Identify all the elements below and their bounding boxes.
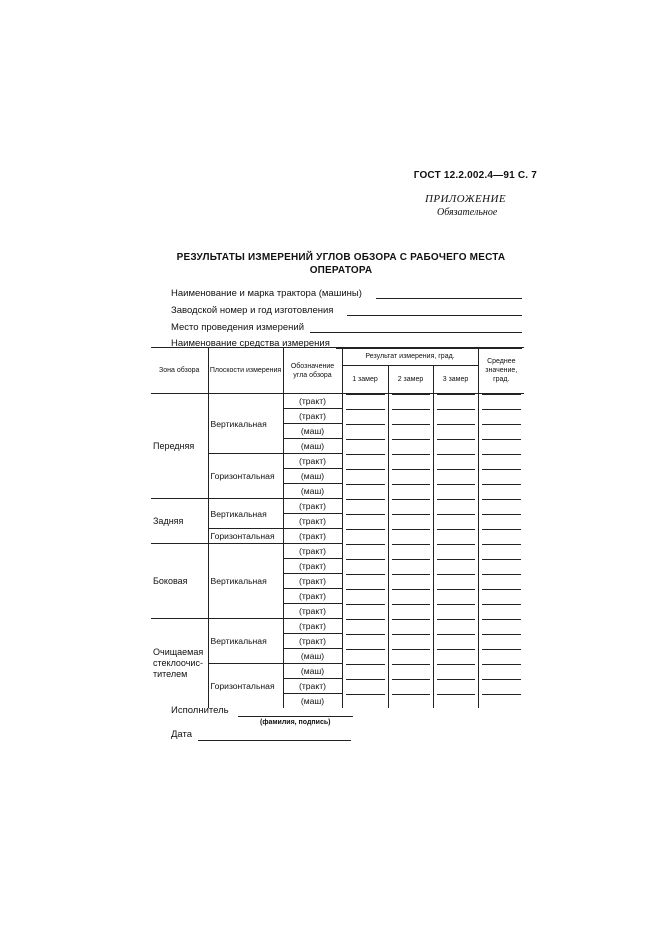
fill-line [482, 574, 522, 575]
date-label: Дата [171, 729, 193, 740]
fill-line [392, 664, 430, 665]
designation-cell: (маш) [283, 424, 342, 439]
fill-line [392, 649, 430, 650]
measurement-cell[interactable] [433, 469, 478, 484]
designation-cell: (тракт) [283, 454, 342, 469]
appendix-status: Обязательное [437, 207, 498, 218]
average-cell[interactable] [478, 634, 524, 649]
field-label: Заводской номер и год изготовления [171, 305, 334, 316]
fill-line [437, 424, 475, 425]
measurement-cell[interactable] [342, 409, 388, 424]
measurement-cell[interactable] [388, 394, 433, 409]
measurement-cell[interactable] [388, 559, 433, 574]
designation-cell: (тракт) [283, 499, 342, 514]
average-cell[interactable] [478, 514, 524, 529]
measurement-cell[interactable] [342, 424, 388, 439]
fill-line [437, 439, 475, 440]
fill-line [346, 574, 385, 575]
fill-line [392, 469, 430, 470]
measurement-cell[interactable] [388, 424, 433, 439]
fill-line [392, 694, 430, 695]
executor-signature-line[interactable] [238, 716, 353, 717]
fill-line [482, 559, 522, 560]
measurement-cell[interactable] [342, 544, 388, 559]
average-cell[interactable] [478, 589, 524, 604]
field-tractor-name [171, 285, 522, 299]
fill-line [346, 559, 385, 560]
measurement-cell[interactable] [342, 664, 388, 679]
measurement-cell[interactable] [433, 514, 478, 529]
measurement-cell[interactable] [388, 664, 433, 679]
field-serial-year [171, 302, 522, 316]
measurement-cell[interactable] [433, 604, 478, 619]
average-cell[interactable] [478, 619, 524, 634]
measurement-cell[interactable] [342, 604, 388, 619]
measurement-cell[interactable] [388, 529, 433, 544]
average-cell[interactable] [478, 454, 524, 469]
average-cell[interactable] [478, 439, 524, 454]
plane-cell: Вертикальная [208, 394, 283, 454]
fill-line [392, 514, 430, 515]
header-designation: Обозначение угла обзора [283, 348, 342, 394]
measurement-cell[interactable] [342, 694, 388, 709]
date-line[interactable] [198, 740, 351, 741]
plane-cell: Вертикальная [208, 499, 283, 529]
measurement-cell[interactable] [433, 649, 478, 664]
fill-line [437, 664, 475, 665]
document-title [150, 251, 532, 277]
designation-cell: (маш) [283, 439, 342, 454]
average-cell[interactable] [478, 604, 524, 619]
fill-line [346, 679, 385, 680]
field-label: Место проведения измерений [171, 322, 305, 333]
designation-cell: (тракт) [283, 574, 342, 589]
fill-line [346, 649, 385, 650]
designation-cell: (маш) [283, 649, 342, 664]
fill-line [482, 394, 522, 395]
measurement-cell[interactable] [433, 664, 478, 679]
fill-line [482, 439, 522, 440]
measurement-cell[interactable] [433, 499, 478, 514]
measurement-cell[interactable] [433, 619, 478, 634]
average-cell[interactable] [478, 484, 524, 499]
average-cell[interactable] [478, 499, 524, 514]
fill-line [482, 544, 522, 545]
fill-line [437, 529, 475, 530]
measurement-cell[interactable] [342, 394, 388, 409]
measurement-cell[interactable] [433, 424, 478, 439]
fill-line [392, 529, 430, 530]
fill-line [437, 484, 475, 485]
header-measure-3: 3 замер [433, 366, 478, 394]
average-cell[interactable] [478, 409, 524, 424]
fill-line [346, 394, 385, 395]
designation-cell: (тракт) [283, 619, 342, 634]
table-row [151, 394, 524, 409]
measurement-cell[interactable] [433, 454, 478, 469]
document-title-line2: ОПЕРАТОРА [309, 265, 373, 276]
fill-line [437, 679, 475, 680]
standard-reference: ГОСТ 12.2.002.4—91 С. 7 [413, 170, 537, 181]
field-fill-line[interactable] [347, 305, 522, 316]
measurement-cell[interactable] [342, 514, 388, 529]
header-result: Результат измерения, град. [342, 348, 478, 366]
fill-line [392, 679, 430, 680]
measurement-cell[interactable] [342, 499, 388, 514]
fill-line [392, 409, 430, 410]
fill-line [392, 589, 430, 590]
measurement-cell[interactable] [342, 574, 388, 589]
fill-line [392, 574, 430, 575]
executor-label: Исполнитель [171, 705, 229, 716]
fill-line [346, 499, 385, 500]
fill-line [482, 499, 522, 500]
measurement-cell[interactable] [388, 514, 433, 529]
measurement-table [151, 347, 524, 708]
fill-line [346, 664, 385, 665]
measurement-cell[interactable] [388, 484, 433, 499]
fill-line [437, 544, 475, 545]
average-cell[interactable] [478, 649, 524, 664]
measurement-cell[interactable] [433, 574, 478, 589]
document-title-line1: РЕЗУЛЬТАТЫ ИЗМЕРЕНИЙ УГЛОВ ОБЗОРА С РАБОЧЕГО МЕСТА [176, 252, 506, 263]
measurement-cell[interactable] [342, 679, 388, 694]
appendix-title: ПРИЛОЖЕНИЕ [425, 193, 506, 205]
fill-line [437, 619, 475, 620]
table-row [151, 499, 524, 514]
designation-cell: (тракт) [283, 679, 342, 694]
measurement-cell[interactable] [433, 544, 478, 559]
measurement-cell[interactable] [342, 454, 388, 469]
fill-line [392, 604, 430, 605]
measurement-cell[interactable] [388, 454, 433, 469]
designation-cell: (тракт) [283, 544, 342, 559]
fill-line [392, 439, 430, 440]
average-cell[interactable] [478, 529, 524, 544]
fill-line [437, 559, 475, 560]
measurement-cell[interactable] [433, 529, 478, 544]
fill-line [392, 544, 430, 545]
measurement-cell[interactable] [342, 559, 388, 574]
fill-line [437, 634, 475, 635]
fill-line [482, 604, 522, 605]
average-cell[interactable] [478, 394, 524, 409]
fill-line [437, 574, 475, 575]
fill-line [437, 499, 475, 500]
fill-line [437, 649, 475, 650]
fill-line [392, 424, 430, 425]
fill-line [482, 634, 522, 635]
fill-line [346, 589, 385, 590]
fill-line [346, 454, 385, 455]
designation-cell: (тракт) [283, 394, 342, 409]
fill-line [482, 424, 522, 425]
fill-line [392, 559, 430, 560]
average-cell[interactable] [478, 679, 524, 694]
measurement-cell[interactable] [433, 634, 478, 649]
measurement-cell[interactable] [342, 619, 388, 634]
measurement-cell[interactable] [433, 694, 478, 709]
measurement-cell[interactable] [388, 619, 433, 634]
fill-line [346, 529, 385, 530]
zone-cell: Задняя [151, 499, 208, 544]
measurement-cell[interactable] [388, 679, 433, 694]
measurement-cell[interactable] [388, 544, 433, 559]
designation-cell: (маш) [283, 469, 342, 484]
designation-cell: (маш) [283, 484, 342, 499]
fill-line [346, 439, 385, 440]
measurement-cell[interactable] [388, 589, 433, 604]
fill-line [346, 619, 385, 620]
measurement-cell[interactable] [388, 634, 433, 649]
field-fill-line[interactable] [376, 288, 522, 299]
fill-line [437, 409, 475, 410]
average-cell[interactable] [478, 469, 524, 484]
measurement-cell[interactable] [342, 634, 388, 649]
designation-cell: (тракт) [283, 514, 342, 529]
executor-hint: (фамилия, подпись) [260, 719, 331, 726]
zone-cell: Очищаемая стеклоочис-тителем [151, 619, 208, 709]
field-label: Наименование и марка трактора (машины) [171, 288, 362, 299]
fill-line [346, 604, 385, 605]
measurement-cell[interactable] [342, 529, 388, 544]
fill-line [482, 679, 522, 680]
average-cell[interactable] [478, 544, 524, 559]
fill-line [482, 469, 522, 470]
fill-line [392, 484, 430, 485]
table-row [151, 544, 524, 559]
measurement-cell[interactable] [342, 589, 388, 604]
plane-cell: Вертикальная [208, 619, 283, 664]
field-label: Наименование средства измерения [171, 338, 330, 349]
designation-cell: (тракт) [283, 559, 342, 574]
header-average: Среднее значение, град. [478, 348, 524, 394]
fill-line [482, 589, 522, 590]
measurement-cell[interactable] [388, 499, 433, 514]
fill-line [346, 409, 385, 410]
fill-line [392, 634, 430, 635]
plane-cell: Горизонтальная [208, 664, 283, 709]
plane-cell: Вертикальная [208, 544, 283, 619]
measurement-cell[interactable] [388, 604, 433, 619]
plane-cell: Горизонтальная [208, 529, 283, 544]
measurement-cell[interactable] [388, 409, 433, 424]
measurement-cell[interactable] [433, 484, 478, 499]
measurement-cell[interactable] [433, 439, 478, 454]
header-plane: Плоскости измерения [208, 348, 283, 394]
fill-line [346, 544, 385, 545]
measurement-cell[interactable] [342, 484, 388, 499]
zone-cell: Передняя [153, 440, 195, 451]
fill-line [346, 514, 385, 515]
fill-line [392, 394, 430, 395]
fill-line [392, 499, 430, 500]
fill-line [346, 424, 385, 425]
average-cell[interactable] [478, 559, 524, 574]
measurement-cell[interactable] [388, 649, 433, 664]
table-row [151, 619, 524, 634]
fill-line [392, 619, 430, 620]
designation-cell: (тракт) [283, 409, 342, 424]
measurement-cell[interactable] [388, 694, 433, 709]
measurement-cell[interactable] [433, 679, 478, 694]
designation-cell: (тракт) [283, 589, 342, 604]
measurement-cell[interactable] [388, 574, 433, 589]
fill-line [482, 514, 522, 515]
measurement-cell[interactable] [433, 394, 478, 409]
measurement-cell[interactable] [433, 559, 478, 574]
fill-line [482, 619, 522, 620]
zone-cell: Боковая [151, 544, 208, 619]
fill-line [482, 664, 522, 665]
header-measure-1: 1 замер [342, 366, 388, 394]
fill-line [437, 454, 475, 455]
table-body [151, 394, 524, 709]
designation-cell: (маш) [283, 694, 342, 709]
fill-line [482, 529, 522, 530]
header-zone: Зона обзора [151, 348, 208, 394]
measurement-cell[interactable] [342, 469, 388, 484]
average-cell[interactable] [478, 424, 524, 439]
fill-line [482, 694, 522, 695]
average-cell[interactable] [478, 574, 524, 589]
fill-line [437, 394, 475, 395]
measurement-cell[interactable] [433, 589, 478, 604]
fill-line [437, 514, 475, 515]
fill-line [482, 454, 522, 455]
fill-line [482, 484, 522, 485]
measurement-cell[interactable] [388, 469, 433, 484]
measurement-cell[interactable] [388, 439, 433, 454]
designation-cell: (маш) [283, 664, 342, 679]
designation-cell: (тракт) [283, 529, 342, 544]
fill-line [437, 604, 475, 605]
fill-line [437, 589, 475, 590]
fill-line [346, 694, 385, 695]
fill-line [346, 469, 385, 470]
field-fill-line[interactable] [310, 322, 522, 333]
fill-line [392, 454, 430, 455]
designation-cell: (тракт) [283, 634, 342, 649]
field-location [171, 319, 522, 333]
measurement-cell[interactable] [342, 439, 388, 454]
plane-cell: Горизонтальная [208, 454, 283, 499]
fill-line [346, 484, 385, 485]
measurement-cell[interactable] [433, 409, 478, 424]
fill-line [346, 634, 385, 635]
measurement-cell[interactable] [342, 649, 388, 664]
average-cell[interactable] [478, 664, 524, 679]
average-cell[interactable] [478, 694, 524, 709]
fill-line [437, 469, 475, 470]
designation-cell: (тракт) [283, 604, 342, 619]
fill-line [482, 409, 522, 410]
header-measure-2: 2 замер [388, 366, 433, 394]
fill-line [482, 649, 522, 650]
fill-line [437, 694, 475, 695]
